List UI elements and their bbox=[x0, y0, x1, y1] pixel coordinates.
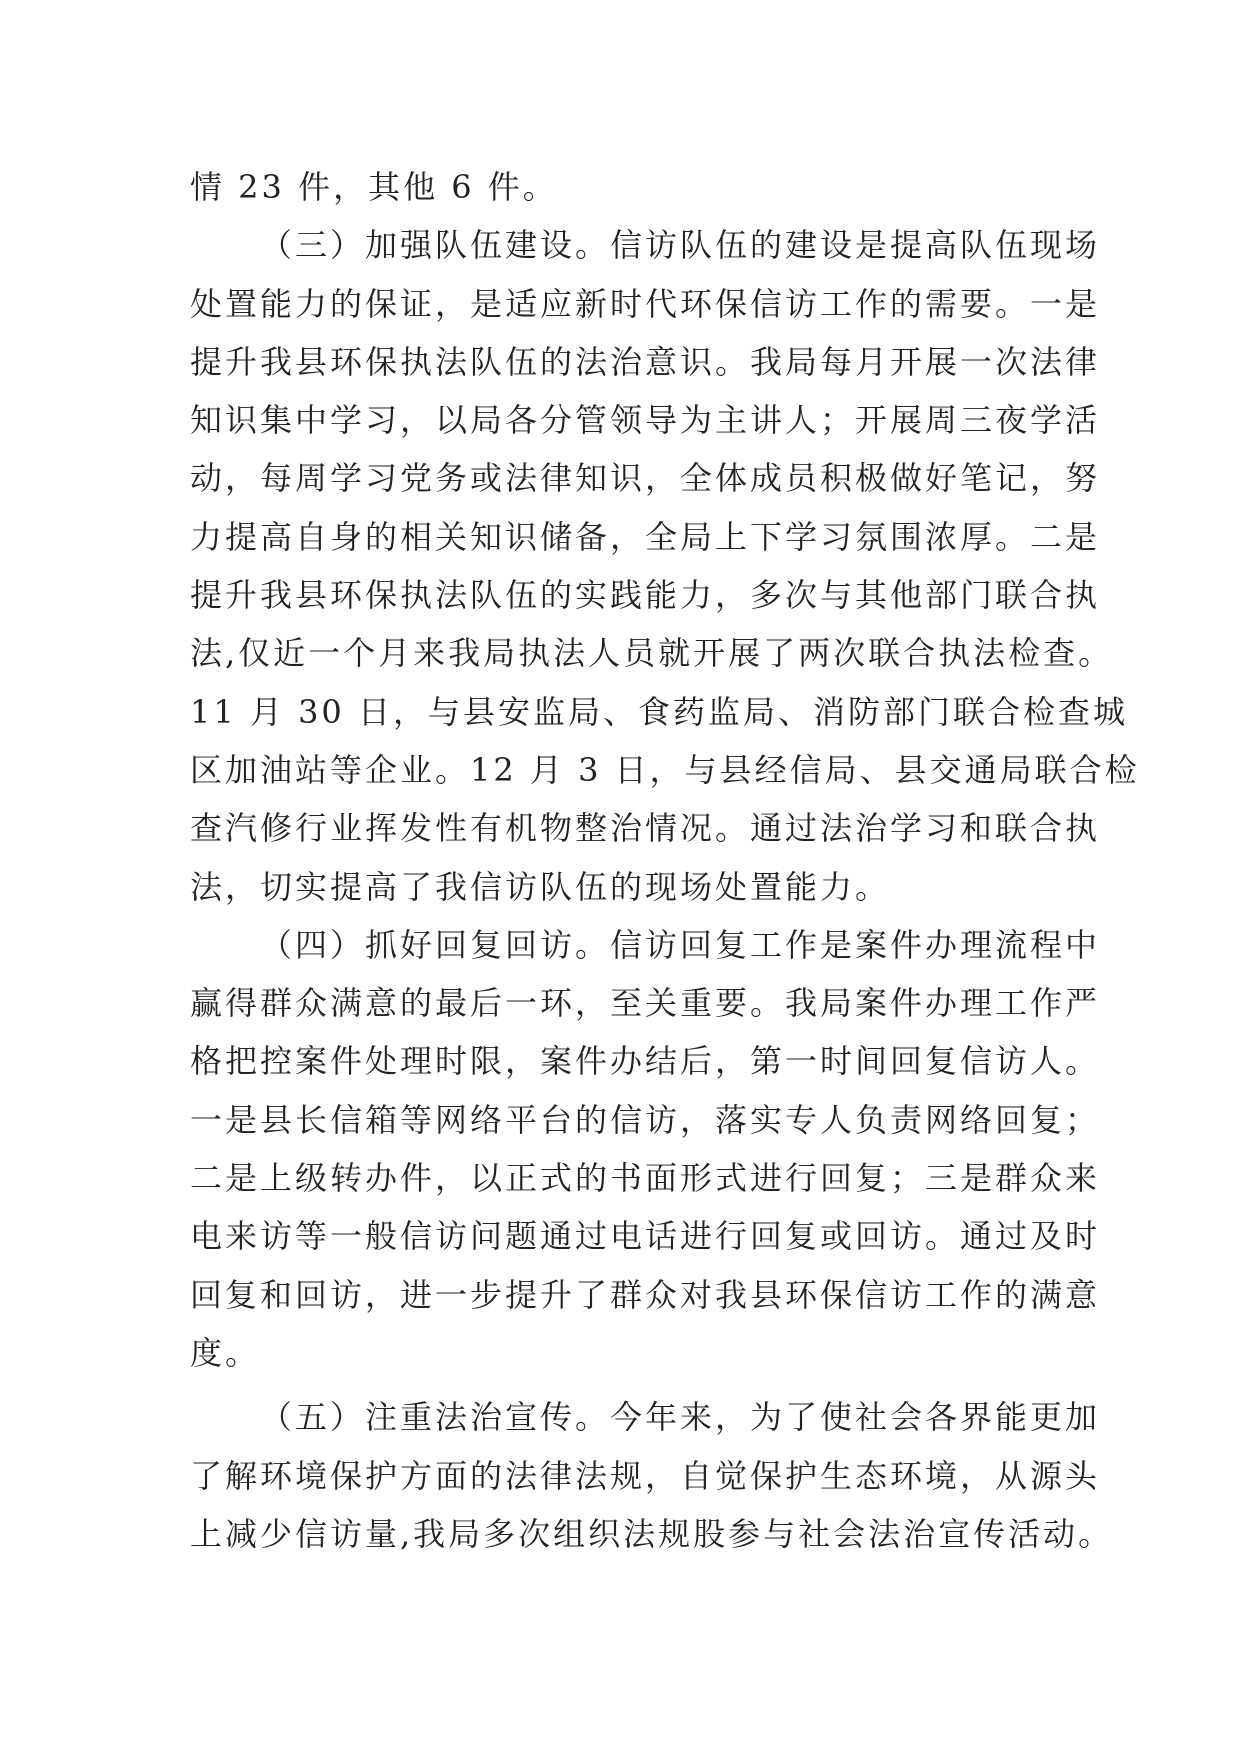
text-line: 度。 bbox=[190, 1333, 261, 1372]
text-line: 提升我县环保执法队伍的法治意识。我局每月开展一次法律 bbox=[190, 342, 1101, 381]
text-line: 知识集中学习，以局各分管领导为主讲人；开展周三夜学活 bbox=[190, 401, 1101, 440]
text-line: 法，切实提高了我信访队伍的现场处置能力。 bbox=[190, 867, 891, 906]
paragraph-first-line: （五）注重法治宣传。今年来，为了使社会各界能更加 bbox=[260, 1398, 1101, 1437]
text-line: 处置能力的保证，是适应新时代环保信访工作的需要。一是 bbox=[190, 284, 1101, 323]
text-line: 提升我县环保执法队伍的实践能力，多次与其他部门联合执 bbox=[190, 576, 1101, 615]
text-line: 格把控案件处理时限，案件办结后，第一时间回复信访人。 bbox=[190, 1042, 1101, 1081]
paragraph-first-line: （三）加强队伍建设。信访队伍的建设是提高队伍现场 bbox=[260, 226, 1101, 265]
text-line: 法,仅近一个月来我局执法人员就开展了两次联合执法检查。 bbox=[190, 634, 1114, 673]
text-line: 力提高自身的相关知识储备，全局上下学习氛围浓厚。二是 bbox=[190, 517, 1101, 556]
text-line: 动，每周学习党务或法律知识，全体成员积极做好笔记，努 bbox=[190, 459, 1101, 498]
text-line: 11 月 30 日，与县安监局、食药监局、消防部门联合检查城 bbox=[190, 692, 1128, 731]
text-line: 赢得群众满意的最后一环，至关重要。我局案件办理工作严 bbox=[190, 984, 1101, 1023]
text-line: 电来访等一般信访问题通过电话进行回复或回访。通过及时 bbox=[190, 1217, 1101, 1256]
document-body bbox=[190, 158, 1140, 1563]
text-line: 情 23 件，其他 6 件。 bbox=[190, 168, 558, 206]
paragraph-first-line: （四）抓好回复回访。信访回复工作是案件办理流程中 bbox=[260, 925, 1101, 964]
text-line: 了解环境保护方面的法律法规，自觉保护生态环境，从源头 bbox=[190, 1456, 1101, 1495]
text-line: 一是县长信箱等网络平台的信访，落实专人负责网络回复； bbox=[190, 1100, 1101, 1139]
text-line: 上减少信访量,我局多次组织法规股参与社会法治宣传活动。 bbox=[190, 1514, 1114, 1553]
text-line: 回复和回访，进一步提升了群众对我县环保信访工作的满意 bbox=[190, 1275, 1101, 1314]
text-line: 区加油站等企业。12 月 3 日，与县经信局、县交通局联合检 bbox=[190, 750, 1140, 789]
text-line: 查汽修行业挥发性有机物整治情况。通过法治学习和联合执 bbox=[190, 809, 1101, 848]
text-line: 二是上级转办件，以正式的书面形式进行回复；三是群众来 bbox=[190, 1159, 1101, 1198]
